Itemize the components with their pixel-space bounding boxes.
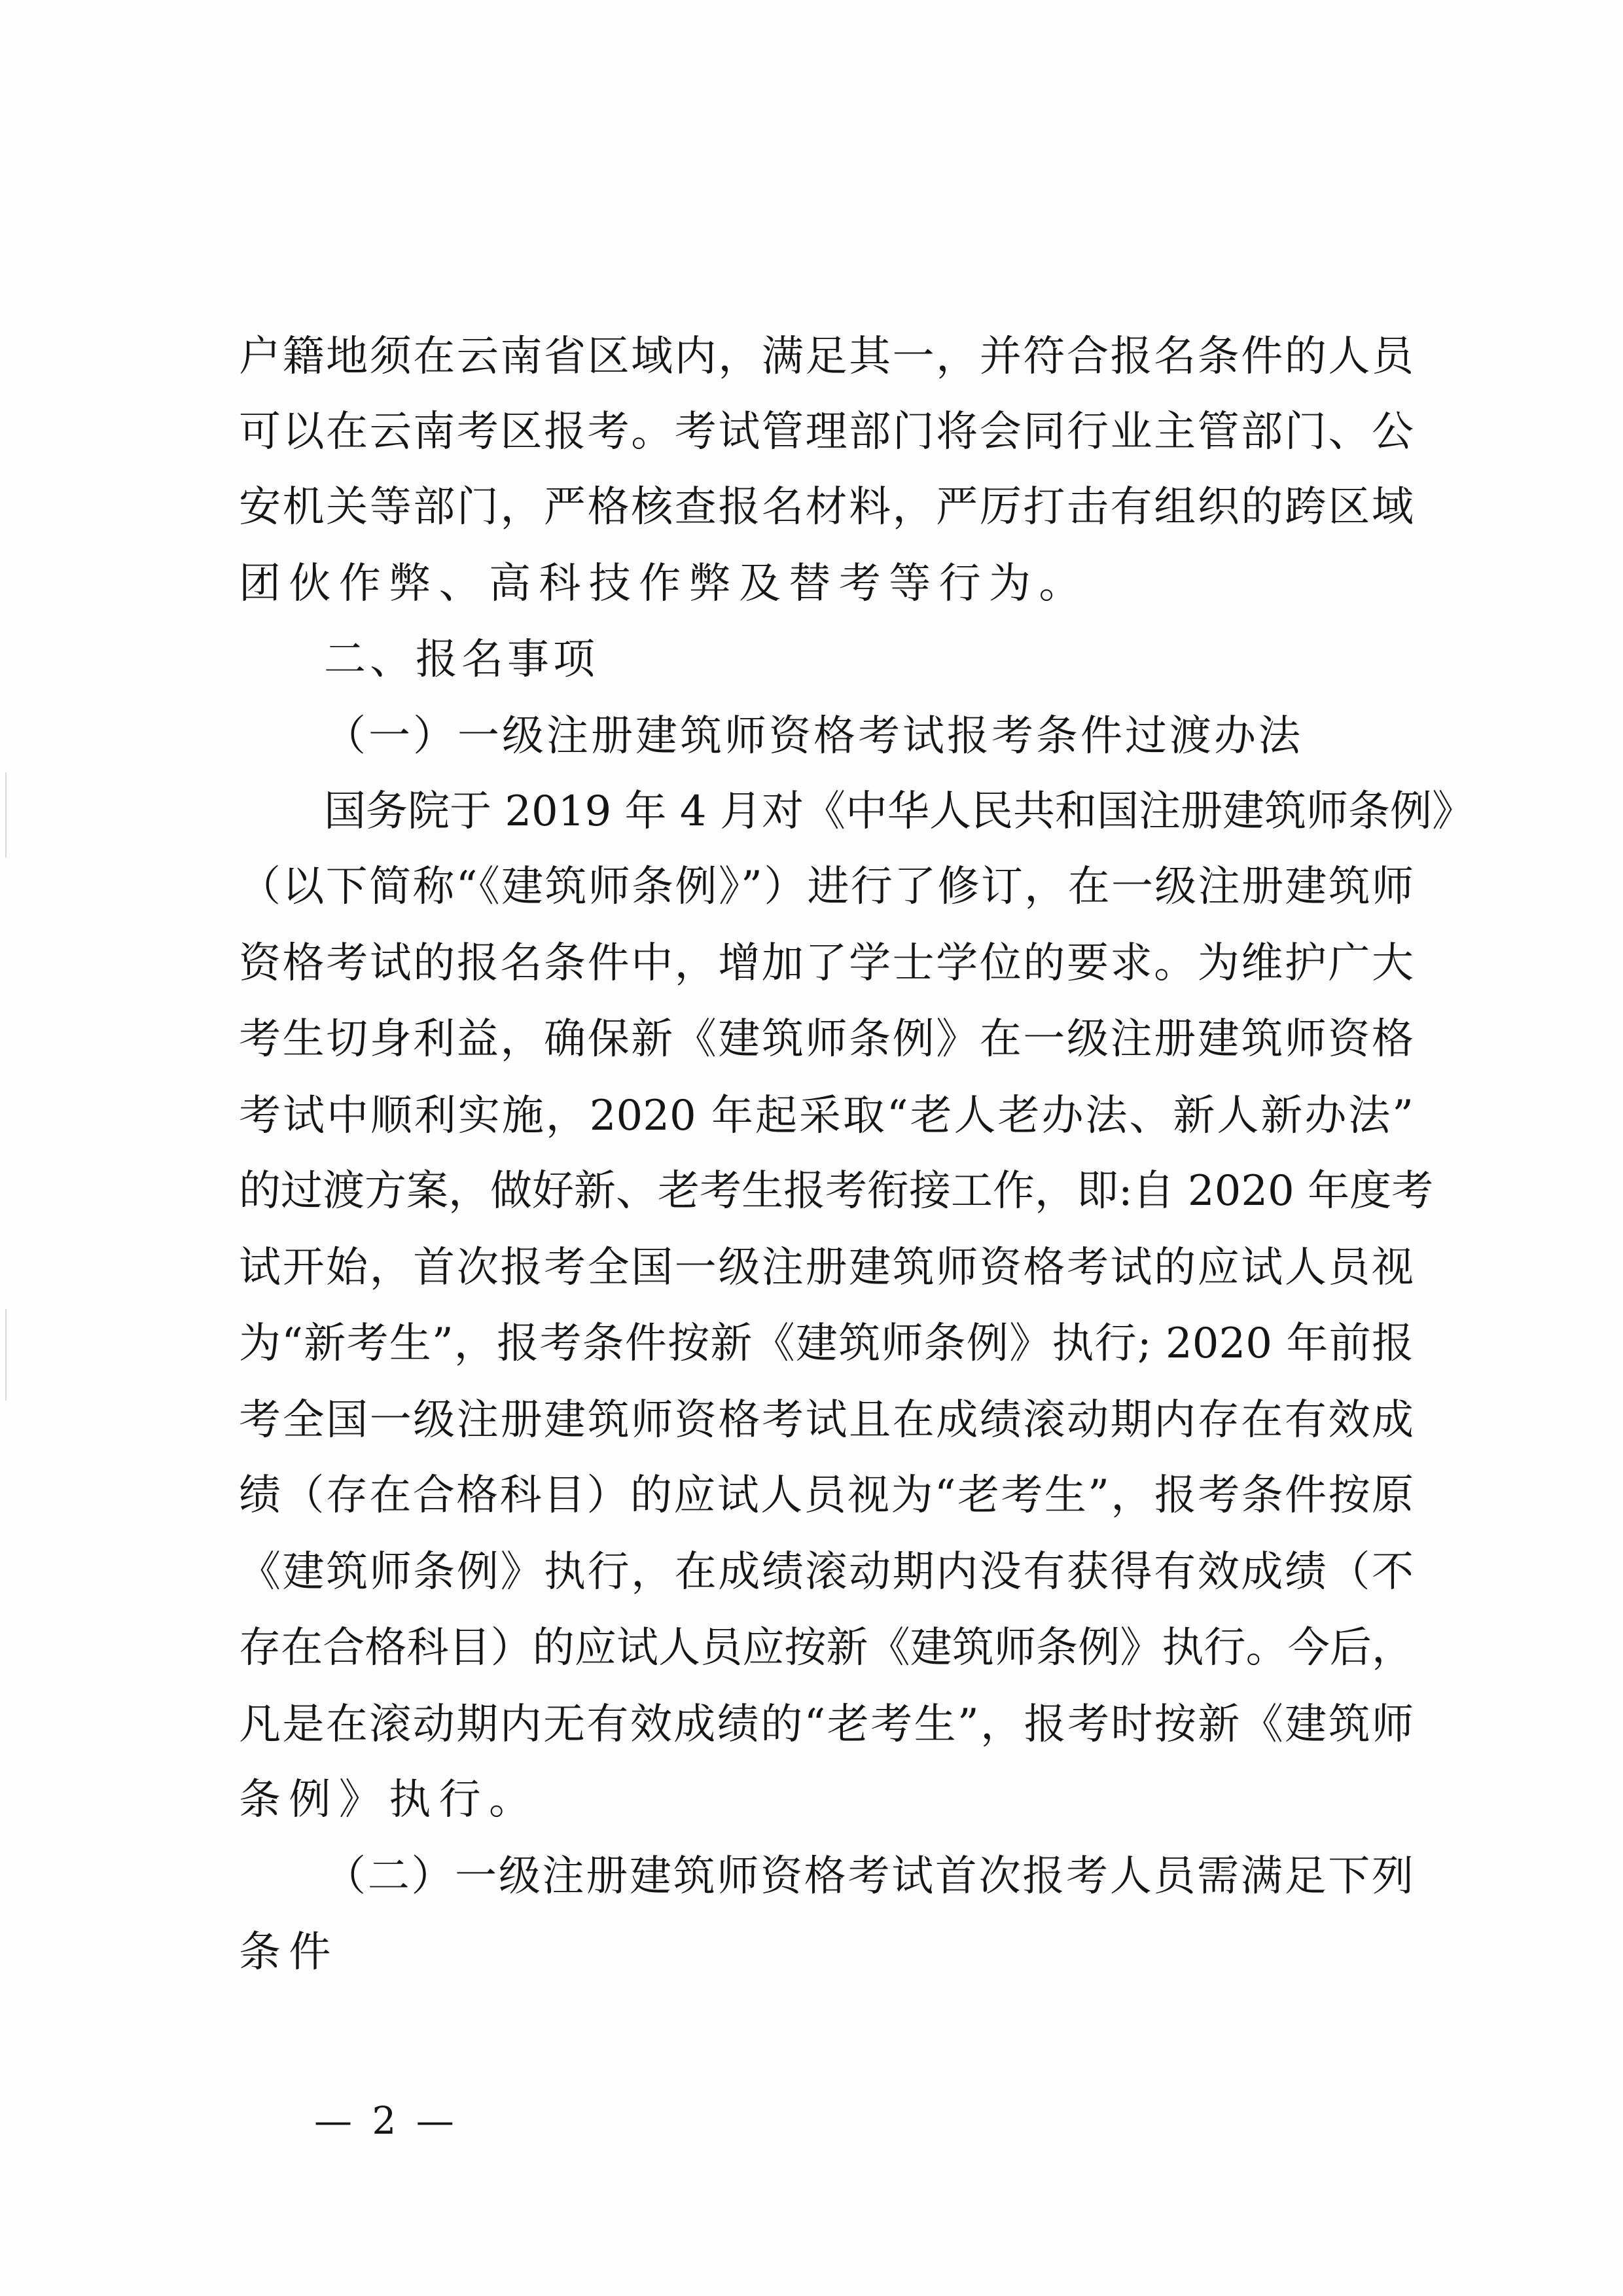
paragraph-line: 《建筑师条例》执行，在成绩滚动期内没有获得有效成绩（不 — [239, 1548, 1414, 1596]
paragraph-line: 考生切身利益，确保新《建筑师条例》在一级注册建筑师资格 — [239, 1015, 1414, 1064]
paragraph-line: 凡是在滚动期内无有效成绩的“老考生”，报考时按新《建筑师 — [239, 1700, 1414, 1749]
paragraph-line: 试开始，首次报考全国一级注册建筑师资格考试的应试人员视 — [239, 1244, 1414, 1292]
paragraph-line: 资格考试的报名条件中，增加了学士学位的要求。为维护广大 — [239, 939, 1414, 988]
paragraph-line: 国务院于 2019 年 4 月对《中华人民共和国注册建筑师条例》 — [324, 787, 1474, 836]
section-heading: 二、报名事项 — [324, 636, 599, 684]
scan-edge-mark — [5, 1309, 7, 1401]
subsection-heading: （一）一级注册建筑师资格考试报考条件过渡办法 — [324, 712, 1303, 761]
paragraph-line: 的过渡方案，做好新、老考生报考衔接工作，即:自 2020 年度考 — [239, 1167, 1434, 1215]
paragraph-line: 条例》执行。 — [239, 1776, 539, 1824]
paragraph-line: 考试中顺利实施，2020 年起采取“老人老办法、新人新办法” — [239, 1092, 1414, 1140]
paragraph-line: 可以在云南考区报考。考试管理部门将会同行业主管部门、公 — [239, 408, 1414, 456]
paragraph-line: （以下简称“《建筑师条例》”）进行了修订，在一级注册建筑师 — [239, 863, 1414, 911]
paragraph-line: 绩（存在合格科目）的应试人员视为“老考生”，报考条件按原 — [239, 1471, 1414, 1520]
scan-edge-mark — [5, 772, 7, 857]
paragraph-line: 存在合格科目）的应试人员应按新《建筑师条例》执行。今后， — [239, 1624, 1414, 1672]
subsection-heading-continuation: 条件 — [239, 1928, 339, 1977]
paragraph-line: 为“新考生”，报考条件按新《建筑师条例》执行; 2020 年前报 — [239, 1319, 1414, 1368]
paragraph-line: 考全国一级注册建筑师资格考试且在成绩滚动期内存在有效成 — [239, 1396, 1414, 1444]
paragraph-line: 团伙作弊、高科技作弊及替考等行为。 — [239, 560, 1089, 608]
subsection-heading: （二）一级注册建筑师资格考试首次报考人员需满足下列 — [324, 1852, 1414, 1901]
paragraph-line: 户籍地须在云南省区域内，满足其一，并符合报名条件的人员 — [239, 332, 1414, 381]
page-number: — 2 — — [314, 2098, 458, 2143]
paragraph-line: 安机关等部门，严格核查报名材料，严厉打击有组织的跨区域 — [239, 483, 1414, 531]
